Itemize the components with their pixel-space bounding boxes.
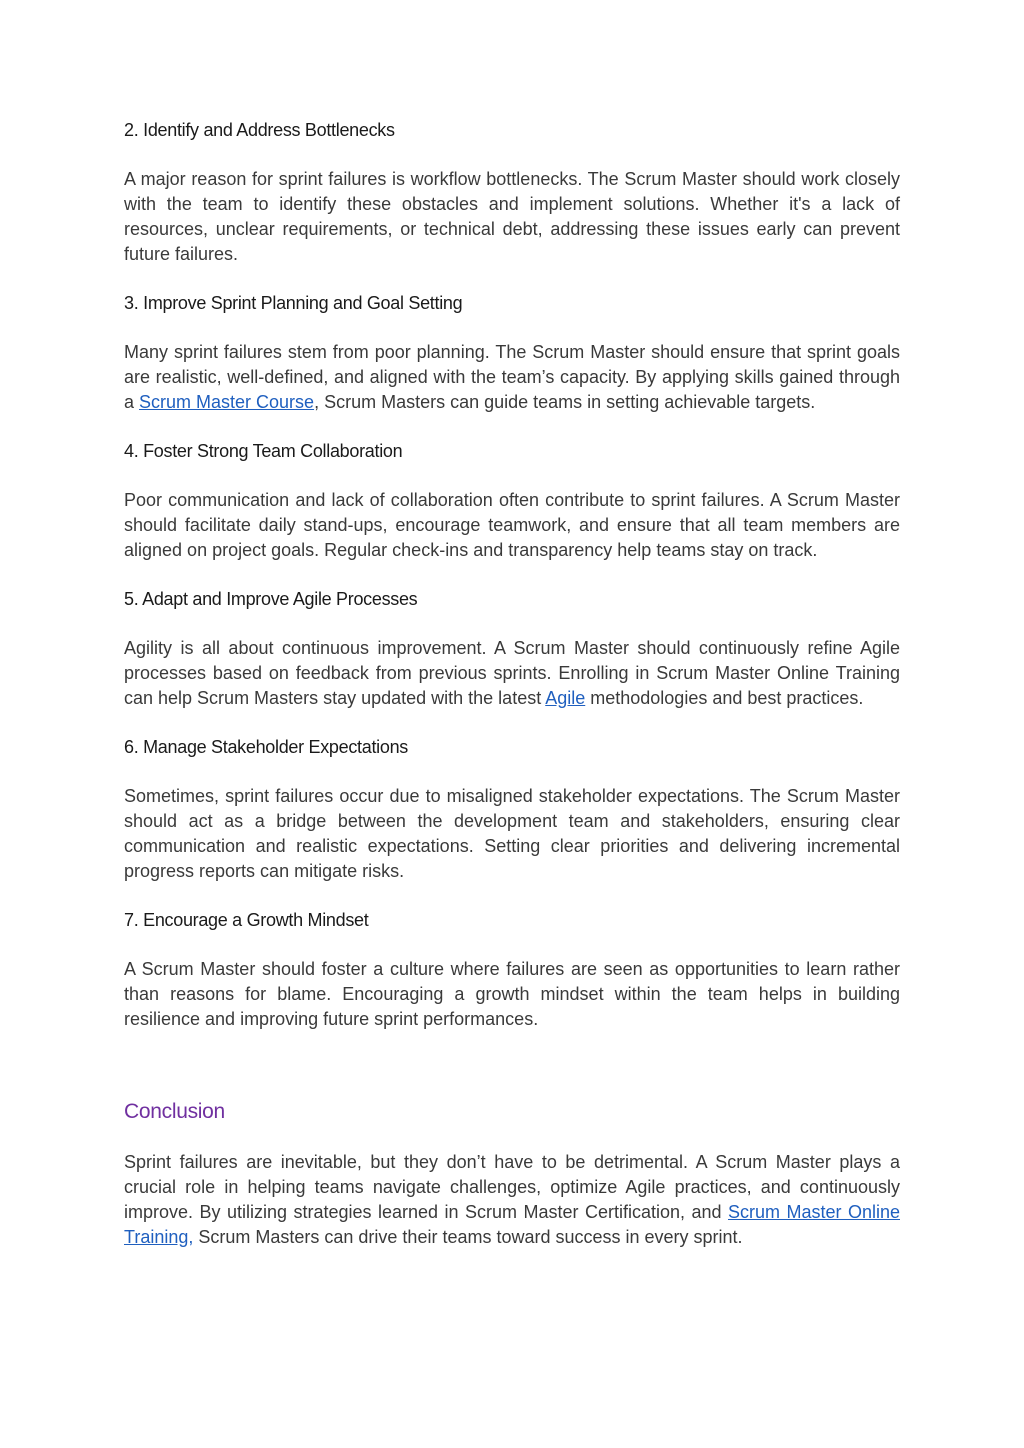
body-text-after-link: , Scrum Masters can guide teams in setting achievable targets.	[314, 392, 816, 412]
section-heading-growth-mindset: 7. Encourage a Growth Mindset	[124, 910, 369, 930]
body-text-after-link: methodologies and best practices.	[585, 688, 864, 708]
section-heading-collaboration: 4. Foster Strong Team Collaboration	[124, 441, 403, 461]
body-text-before-link: Many sprint failures stem from poor planning. The Scrum Master should ensure that sprint goals are realistic, well-defined, and aligned with the team’s capacity. By applying skills gained through a	[124, 342, 900, 412]
scrum-master-online-training-link[interactable]: Scrum Master Online Training,	[124, 1202, 900, 1247]
section-body-bottlenecks: A major reason for sprint failures is workflow bottlenecks. The Scrum Master should work closely with the team to identify these obstacles and implement solutions. Whether it's a lack of resources, unclear requirements, or technical debt, addressing these issues early can prevent future failures.	[124, 169, 900, 264]
conclusion-body	[124, 1150, 900, 1250]
section-heading-sprint-planning: 3. Improve Sprint Planning and Goal Setting	[124, 293, 463, 313]
section-body-growth-mindset: A Scrum Master should foster a culture where failures are seen as opportunities to learn rather than reasons for blame. Encouraging a growth mindset within the team helps in building resilience and improving future sprint performances.	[124, 959, 900, 1029]
section-heading-stakeholders: 6. Manage Stakeholder Expectations	[124, 737, 408, 757]
section-body-collaboration: Poor communication and lack of collaboration often contribute to sprint failures. A Scrum Master should facilitate daily stand-ups, encourage teamwork, and ensure that all team members are aligned on project goals. Regular check-ins and transparency help teams stay on track.	[124, 490, 900, 560]
section-heading-bottlenecks: 2. Identify and Address Bottlenecks	[124, 120, 395, 140]
section-body-agile-processes	[124, 636, 900, 711]
agile-link[interactable]: Agile	[545, 688, 586, 708]
body-text-before-link: Agility is all about continuous improvement. A Scrum Master should continuously refine Agile processes based on feedback from previous sprints. Enrolling in Scrum Master Online Training can help Scrum Masters stay updated with the latest	[124, 638, 900, 708]
section-body-sprint-planning	[124, 340, 900, 415]
document-page	[124, 118, 900, 1274]
conclusion-heading: Conclusion	[124, 1100, 225, 1123]
section-heading-agile-processes: 5. Adapt and Improve Agile Processes	[124, 589, 418, 609]
body-text-after-link: Scrum Masters can drive their teams toward success in every sprint.	[193, 1227, 743, 1247]
scrum-master-course-link[interactable]: Scrum Master Course	[139, 392, 315, 412]
section-body-stakeholders: Sometimes, sprint failures occur due to misaligned stakeholder expectations. The Scrum Master should act as a bridge between the development team and stakeholders, ensuring clear communication and realistic expectations. Setting clear priorities and delivering incremental progress reports can mitigate risks.	[124, 786, 900, 881]
body-text-before-link: Sprint failures are inevitable, but they don’t have to be detrimental. A Scrum Master plays a crucial role in helping teams navigate challenges, optimize Agile practices, and continuously improve. By utilizing strategies learned in Scrum Master Certification, and	[124, 1152, 900, 1222]
